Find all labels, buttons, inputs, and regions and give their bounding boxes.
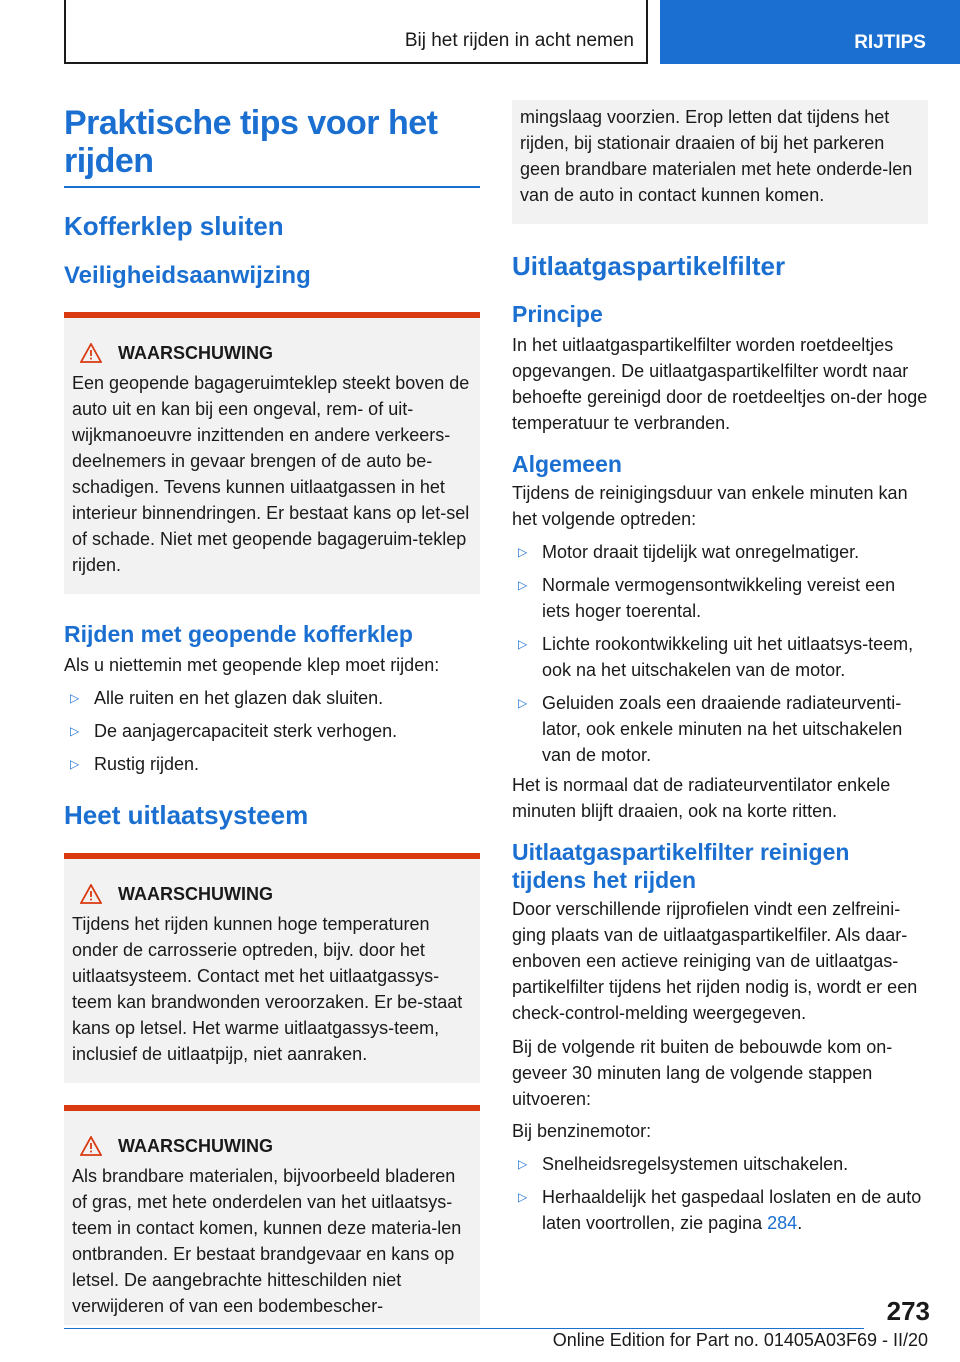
warning-triangle-icon [80,1136,102,1156]
general-outro: Het is normaal dat de radiateurventilator enkele minuten blijft draaien, ook na korte ritten. [512,775,891,821]
warning-text: Een geopende bagageruimteklep steekt boven de auto uit en kan bij een ongeval, rem- of uit-wijkmanoeuvre inzittenden en andere verkeers-deelnemers in gevaar brengen of de auto be-schadigen. Tevens kunnen uitlaatgassen in het interieur binnendringen. Er bestaat kans op let-sel of schade. Niet met geopende bagageruim-teklep rijden. [72,373,470,575]
open-intro: Als u niettemin met geopende klep moet rijden: [64,655,440,675]
left-column [64,100,480,1325]
heading-algemeen: Algemeen [512,451,622,477]
header-section-box [64,0,648,64]
triangle-bullet-icon: ▷ [518,637,528,651]
list-item: ▷ Geluiden zoals een draaiende radiateurventi-lator, ook enkele minuten na het uitschakelen van de motor. [512,690,928,768]
heading-veiligheid: Veiligheidsaanwijzing [64,262,311,289]
heading-kofferklep: Kofferklep sluiten [64,211,284,241]
heading-hot-exhaust: Heet uitlaatsysteem [64,800,309,830]
header-section-title: Bij het rijden in acht nemen [404,30,634,51]
page-reference-link[interactable]: 284 [767,1213,798,1233]
heading-particle-filter: Uitlaatgaspartikelfilter [512,251,786,281]
clean-paragraph-3: Bij benzinemotor: [512,1121,652,1141]
list-item: ▷ Rustig rijden. [64,751,480,777]
triangle-bullet-icon: ▷ [518,578,528,592]
page-number: 273 [886,1296,930,1326]
triangle-bullet-icon: ▷ [70,691,80,705]
warning-box-continued [512,100,928,224]
warning-label: WAARSCHUWING [118,342,273,363]
list-item: ▷ Snelheidsregelsystemen uitschakelen. [512,1151,928,1177]
triangle-bullet-icon: ▷ [70,724,80,738]
triangle-bullet-icon: ▷ [518,1190,528,1204]
warning-text: Tijdens het rijden kunnen hoge temperaturen onder de carrosserie optreden, bijv. door het uitlaatsysteem. Contact met het uitlaatgassys-teem kan brandwonden veroorzaken. Er be-staat kans op letsel. Het warme uitlaatgassys-teem, inclusief de uitlaatpijp, niet aanraken. [72,914,463,1064]
heading-filter-cleaning: Uitlaatgaspartikelfilter reinigen tijdens het rijden [512,839,850,893]
list-item: ▷ Normale vermogensontwikkeling vereist een iets hoger toerental. [512,572,928,624]
triangle-bullet-icon: ▷ [70,757,80,771]
list-item: ▷ Herhaaldelijk het gaspedaal loslaten en de auto laten voortrollen, zie pagina 284. [512,1184,928,1236]
warning-text: Als brandbare materialen, bijvoorbeeld bladeren of gras, met hete onderdelen van het uitlaatsys-teem in contact komen, kunnen deze materia-len ontbranden. Er bestaat brandgevaar en kans op letsel. De aangebrachte hitteschilden niet verwijderen of van een bodembescher- [72,1166,462,1316]
list-item: ▷ Motor draait tijdelijk wat onregelmatiger. [512,539,928,565]
title-rule [64,186,480,188]
header-chapter-title: RIJTIPS [854,32,926,53]
page-title: Praktische tips voor het rijden [64,104,438,180]
principle-text: In het uitlaatgaspartikelfilter worden roetdeeltjes opgevangen. De uitlaatgaspartikelfilter wordt naar behoefte gereinigd door de roetdeeltjes on-der hoge temperatuur te verbranden. [512,335,928,433]
heading-open-trunk: Rijden met geopende kofferklep [64,621,413,647]
footer-edition: Online Edition for Part no. 01405A03F69 - II/20 [552,1330,928,1350]
warning-triangle-icon [80,343,102,363]
warning-text-continued: mingslaag voorzien. Erop letten dat tijdens het rijden, bij stationair draaien of bij het parkeren geen brandbare materialen met hete onderde-len van de auto in contact kunnen komen. [520,107,913,205]
clean-paragraph-1: Door verschillende rijprofielen vindt een zelfreini-ging plaats van de uitlaatgaspartikelfiler. Als daar-enboven een actieve reiniging van de uitlaatgas-partikelfilter tijdens het rijden nodig is, wordt er een check-control-melding weergegeven. [512,899,918,1023]
triangle-bullet-icon: ▷ [518,1157,528,1171]
warning-label: WAARSCHUWING [118,1135,273,1156]
warning-box-exhaust [64,853,480,1083]
heading-principe: Principe [512,301,603,327]
list-item: ▷ De aanjagercapaciteit sterk verhogen. [64,718,480,744]
triangle-bullet-icon: ▷ [518,545,528,559]
warning-box-trunk [64,312,480,594]
warning-box-flammable [64,1105,480,1325]
list-item: ▷ Lichte rookontwikkeling uit het uitlaatsys-teem, ook na het uitschakelen van de motor. [512,631,928,683]
footer-rule [64,1328,864,1329]
right-column [512,100,928,1236]
list-item: ▷ Alle ruiten en het glazen dak sluiten. [64,685,480,711]
general-intro: Tijdens de reinigingsduur van enkele minuten kan het volgende optreden: [512,483,908,529]
warning-triangle-icon [80,884,102,904]
clean-paragraph-2: Bij de volgende rit buiten de bebouwde kom on-geveer 30 minuten lang de volgende stappen uitvoeren: [512,1037,893,1109]
warning-label: WAARSCHUWING [118,883,273,904]
triangle-bullet-icon: ▷ [518,696,528,710]
header-chapter-tab[interactable] [660,0,960,64]
